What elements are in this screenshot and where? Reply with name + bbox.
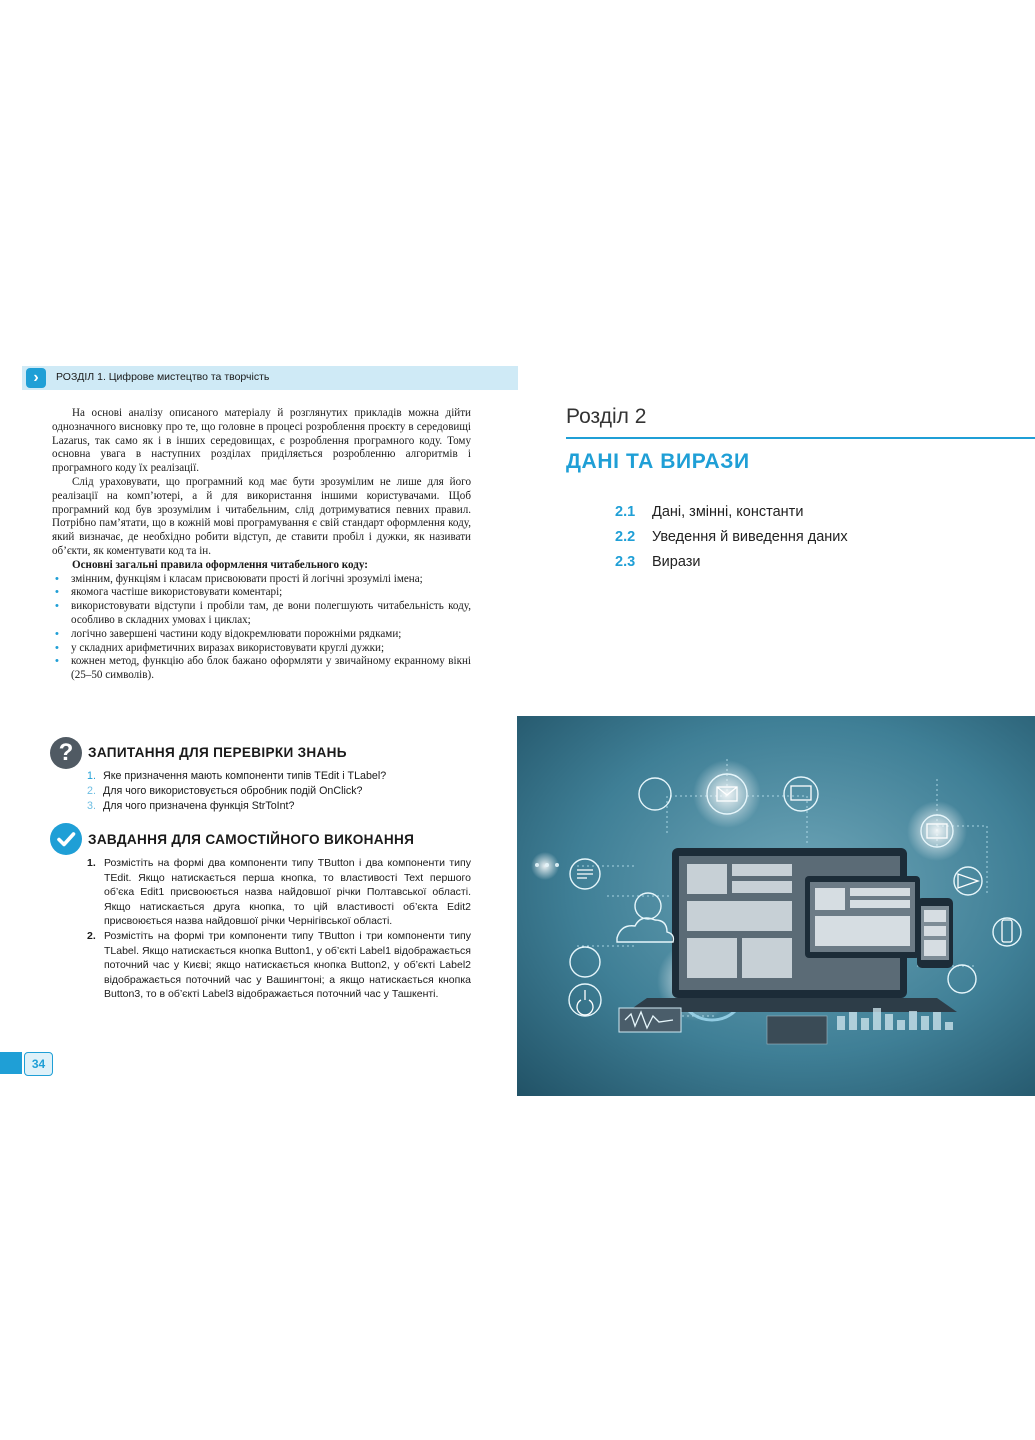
list-item: • у складних арифметичних виразах використовувати круглі дужки;	[52, 642, 471, 656]
page-number: 34	[24, 1052, 53, 1076]
paragraph: Слід ураховувати, що програмний код має бути зрозумілим не лише для його реалізації на комп’ютері, а й для використання іншими користувачами. Щоб програмний код був зрозумілим і читабельним, слід дотримуватися певних правил. Потрібно пам’ятати, що в кожній мові програмування є свій стандарт оформлення коду, який визначає, де необхідно робити відступ, де ставити пробіл і дужки, як називати об’єкти, як коментувати код та ін.	[52, 475, 471, 557]
list-item: • змінним, функціям і класам присвоювати прості й логічні зрозумілі імена;	[52, 573, 471, 587]
running-header	[22, 366, 518, 390]
question-number: 2.	[87, 785, 96, 797]
toc-number: 2.1	[615, 503, 636, 520]
toc-item[interactable]	[615, 499, 1015, 524]
toc-item[interactable]	[615, 524, 1015, 549]
list-item	[87, 856, 471, 929]
body-text	[52, 407, 471, 683]
list-item: • використовувати відступи і пробіли там, де вони полегшують читабельність коду, особливо в складних умовах і циклах;	[52, 600, 471, 628]
tech-devices-illustration	[517, 716, 1035, 1096]
toc-title: Дані, змінні, константи	[652, 503, 804, 520]
tasks-list	[87, 856, 471, 1002]
question-number: 1.	[87, 770, 96, 782]
task-text: Розмістіть на формі два компоненти типу TButton і два компоненти типу TEdit. Якщо натискається перша кнопка, то властивості Text першого об’єка Edit1 присвоюється назва найдовшої річки Полтавської області. Якщо натискається друга кнопка, то цій властивості об’єкта Edit2 присвоюється назва найдовшої річки Чернігівської області.	[104, 857, 471, 928]
page-tab	[0, 1052, 22, 1074]
running-header-text: РОЗДІЛ 1. Цифрове мистецтво та творчість	[56, 371, 270, 383]
task-number: 1.	[87, 857, 96, 869]
toc-title: Уведення й виведення даних	[652, 528, 848, 545]
tasks-title: ЗАВДАННЯ ДЛЯ САМОСТІЙНОГО ВИКОНАННЯ	[88, 832, 415, 847]
paragraph: На основі аналізу описаного матеріалу й розглянутих прикладів можна дійти однозначного висновку про те, що головне в процесі розроблення проєкту в середовищі Lazarus, так само як і в інших середовищах, є розроблення програмного коду. Тому основна увага в наступних розділах приділяється розробленню алгоритмів і програмного коду їх реалізації.	[52, 407, 471, 475]
task-text: Розмістіть на формі три компоненти типу TButton і три компоненти типу TLabel. Якщо натискається кнопка Button1, у об’єкті Label1 відображається поточний час у Києві; якщо натискається кнопка Button2, у об’єкті Label2 відображається поточний час у Вашингтоні; а якщо натискається кнопка Button3, то в об’єкті Label3 відображається поточний час у Ташкенті.	[104, 929, 471, 1001]
toc-item[interactable]	[615, 549, 1015, 574]
list-item	[87, 784, 487, 799]
question-number: 3.	[87, 800, 96, 812]
list-item: • кожнен метод, функцію або блок бажано оформляти у звичайному екранному вікні (25–50 символів).	[52, 655, 471, 683]
chapter-divider	[566, 437, 1035, 439]
question-text: Для чого використовується обробник подій OnClick?	[103, 785, 363, 797]
toc-number: 2.2	[615, 528, 636, 545]
question-mark-icon: ?	[50, 737, 82, 769]
list-item	[87, 769, 487, 784]
list-item: • логічно завершені частини коду відокремлювати порожніми рядками;	[52, 628, 471, 642]
table-of-contents	[615, 499, 1015, 574]
question-text: Яке призначення мають компоненти типів TEdit і TLabel?	[103, 770, 387, 782]
list-item	[87, 799, 487, 814]
toc-number: 2.3	[615, 553, 636, 570]
task-number: 2.	[87, 929, 96, 942]
questions-title: ЗАПИТАННЯ ДЛЯ ПЕРЕВІРКИ ЗНАНЬ	[88, 745, 347, 760]
chapter-title: ДАНІ ТА ВИРАЗИ	[566, 450, 750, 473]
rules-list	[52, 573, 471, 683]
question-text: Для чого призначена функція StrToInt?	[103, 800, 295, 812]
chapter-label: Розділ 2	[566, 405, 647, 428]
list-item	[87, 929, 471, 1002]
toc-title: Вирази	[652, 553, 701, 570]
rules-title: Основні загальні правила оформлення читабельного коду:	[72, 558, 368, 571]
checkmark-icon	[50, 823, 82, 855]
list-item: • якомога частіше використовувати коментарі;	[52, 586, 471, 600]
questions-list	[87, 769, 487, 814]
chevron-right-icon: ›	[26, 368, 46, 388]
